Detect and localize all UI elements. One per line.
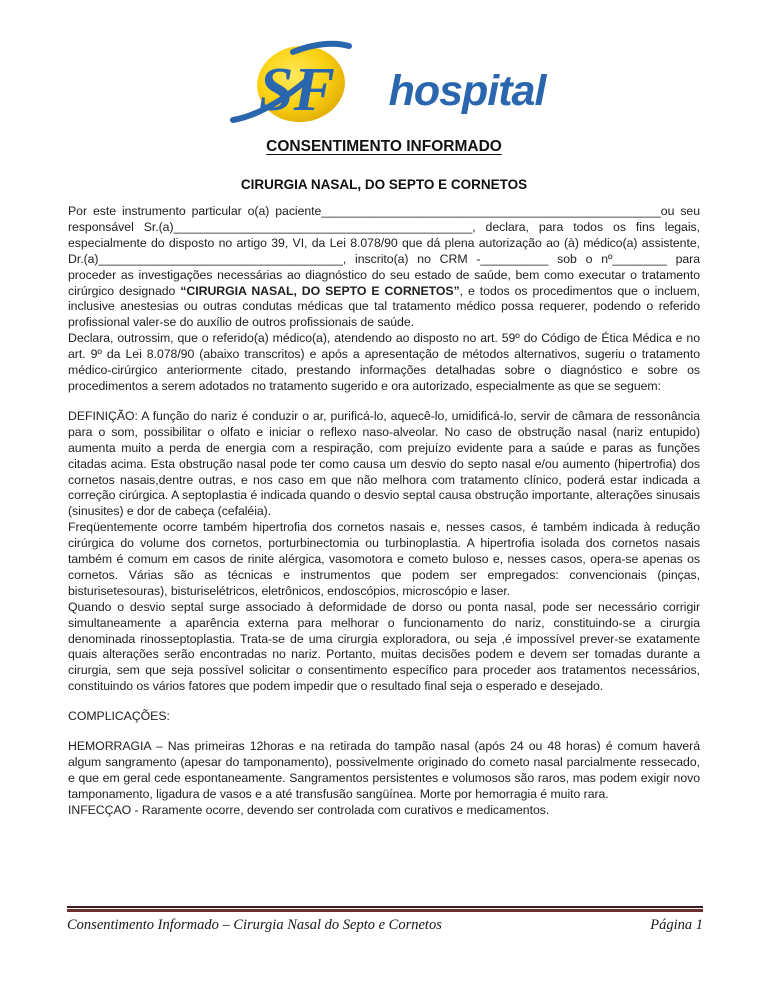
paragraph-definition: DEFINIÇÃO: A função do nariz é conduzir o ar, purificá-lo, aquecê-lo, umidificá-lo, servir de câmara de ressonância para o som, possibilitar o olfato e iniciar o reflexo naso-alveolar. No caso de obstrução nasal (nariz entupido) aumenta muito a perda de energia com a respiração, com prejuízo evidente para a saúde e paras as funções citadas acima. Esta obstrução nasal pode ter como causa um desvio do septo nasal e/ou aumento (hipertrofia) dos cornetos nasais,dentre outras, e nos caso em que não melhora com tratamento clínico, poderá estar indicada a correção cirúrgica. A septoplastia é indicada quando o desvio septal causa obstrução importante, alterações sinusais (sinusites) e dor de cabeça (cefaléia).	[68, 408, 700, 519]
footer-rule-thick	[67, 909, 703, 912]
authorization-text-pre: Por este instrumento particular o(a) paciente__________________________________________________ou seu responsável Sr.(a)____________________________________________, declara, para todos os fins legais, especialmente do disposto no artigo 39, VI, da Lei 8.078/90 que dá plena autorização ao (à) médico(a) assistente, Dr.(a)____________________________________, inscrito(a) no CRM -__________ sob o nº________ para proceder as investigações necessárias ao diagnóstico do seu estado de saúde, bem como executar o tratamento cirúrgico designado	[68, 204, 700, 298]
paragraph-hemorrhage: HEMORRAGIA – Nas primeiras 12horas e na retirada do tampão nasal (após 24 ou 48 horas) é comum haverá algum sangramento (apesar do tamponamento), possivelmente originado do cometo nasal parcialmente ressecado, e que em geral cede espontaneamente. Sangramentos persistentes e volumosos são raros, mas podem exigir novo tamponamento, ligadura de vasos e a até transfusão sangüínea. Morte por hemorragia é muito rara.	[68, 739, 700, 801]
page-footer	[67, 906, 703, 934]
hospital-logo-icon	[223, 34, 383, 130]
authorization-text-post: , e todos os procedimentos que o incluem, inclusive anestesias ou outras condutas médicas que tal tratamento médico possa requerer, podendo o referido profissional valer-se do auxílio de outros profissionais de saúde.	[68, 283, 701, 330]
blank-line	[68, 725, 700, 739]
complications-heading: COMPLICAÇÕES:	[68, 709, 170, 724]
hospital-logo	[0, 34, 768, 130]
footer-document-title: Consentimento Informado – Cirurgia Nasal do Septo e Cornetos	[67, 917, 442, 933]
authorization-procedure-name: “CIRURGIA NASAL, DO SEPTO E CORNETOS”	[180, 283, 460, 298]
document-body	[68, 204, 700, 819]
paragraph-rhinoseptoplasty: Quando o desvio septal surge associado à deformidade de dorso ou ponta nasal, pode ser necessário corrigir simultaneamente a aparência externa para melhorar o funcionamento do nariz, constituindo-se a cirurgia denominada rinosseptoplastia. Trata-se de uma cirurgia exploradora, ou seja ,é impossível prever-se exatamente quais alterações serão encontradas no nariz. Portanto, muitas decisões podem e devem ser tomadas durante a cirurgia, sem que seja possível solicitar o consentimento específico para proceder aos tratamentos necessários, constituindo os vários fatores que podem impedir que o resultado final seja o esperado e desejado.	[68, 599, 700, 694]
logo-monogram: SF	[258, 56, 335, 124]
blank-line	[68, 395, 700, 409]
hospital-logo-wordmark: hospital	[388, 66, 546, 115]
footer-page-number: Página 1	[650, 917, 703, 933]
paragraph-turbinates: Freqüentemente ocorre também hipertrofia dos cornetos nasais e, nesses casos, é também indicada à redução cirúrgica do volume dos cornetos, porturbinectomia ou turbinoplastia. A hipertrofia isolada dos cornetos nasais também é comum em casos de rinite alérgica, vasomotora e cometo buloso e, nesses casos, opera-se apenas os cornetos. Várias são as técnicas e instrumentos que podem ser empregados: convencionais (pinças, bisturisetesouras), bisturiselétricos, eletrônicos, endoscópios, microscópio e laser.	[68, 520, 700, 598]
footer-rule-thin	[67, 906, 703, 908]
paragraph-declaration: Declara, outrossim, que o referido(a) médico(a), atendendo ao disposto no art. 59º do Código de Ética Médica e no art. 9º da Lei 8.078/90 (abaixo transcritos) e após a apresentação de métodos alternativos, sugeriu o tratamento médico-cirúrgico anteriormente citado, prestando informações detalhadas sobre o diagnóstico e sobre os procedimentos a serem adotados no tratamento sugerido e ora autorizado, especialmente as que se seguem:	[68, 331, 700, 393]
paragraph-infection: INFECÇAO - Raramente ocorre, devendo ser controlada com curativos e medicamentos.	[68, 802, 550, 817]
document-title: CONSENTIMENTO INFORMADO	[266, 138, 502, 155]
paragraph-authorization	[68, 204, 700, 331]
footer-text-row	[67, 917, 703, 934]
blank-line	[68, 695, 700, 709]
document-subtitle: CIRURGIA NASAL, DO SEPTO E CORNETOS	[240, 177, 528, 192]
